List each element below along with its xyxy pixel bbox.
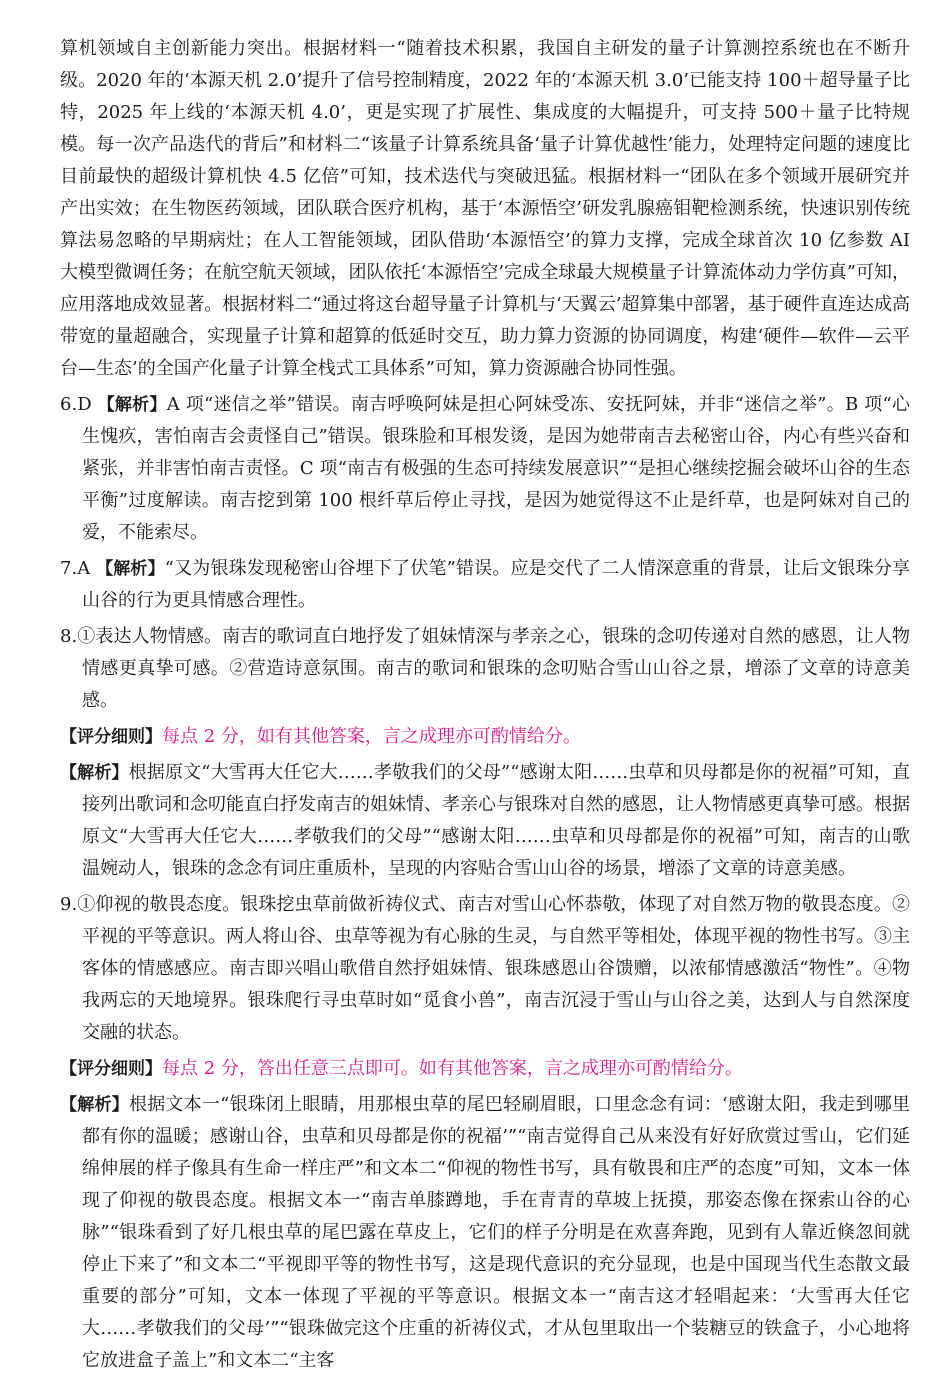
analysis-tag: 【解析】: [96, 559, 165, 579]
item-answer-text: ①表达人物情感。南吉的歌词直白地抒发了姐妹情深与孝亲之心，银珠的念叨传递对自然的感恩，让人物情感更真挚可感。②营造诗意氛围。南吉的歌词和银珠的念叨贴合雪山山谷之景，增添了文章的诗意美感。: [77, 626, 910, 711]
analysis-tag: 【解析】: [97, 395, 167, 415]
item-number: 7.: [60, 558, 78, 579]
answer-item-8: [60, 621, 910, 717]
item-answer: D: [77, 394, 92, 415]
item-analysis-text: “又为银珠发现秘密山谷埋下了伏笔”错误。应是交代了二人情深意重的背景，让后文银珠分享山谷的行为更具情感合理性。: [82, 558, 910, 611]
answer-item-7: [60, 553, 910, 617]
analysis-text: 根据原文“大雪再大任它大……孝敬我们的父母”“感谢太阳……虫草和贝母都是你的祝福”可知，直接列出歌词和念叨能直白抒发南吉的姐妹情、孝亲心与银珠对自然的感恩，让人物情感更真挚可感。根据原文“大雪再大任它大……孝敬我们的父母”“感谢太阳……虫草和贝母都是你的祝福”可知，南吉的山歌温婉动人，银珠的念念有词庄重质朴，呈现的内容贴合雪山山谷的场景，增添了文章的诗意美感。: [82, 762, 910, 879]
item-answer-text: ①仰视的敬畏态度。银珠挖虫草前做祈祷仪式、南吉对雪山心怀恭敬，体现了对自然万物的敬畏态度。②平视的平等意识。两人将山谷、虫草等视为有心脉的生灵，与自然平等相处，体现平视的物性书写。③主客体的情感感应。南吉即兴唱山歌借自然抒姐妹情、银珠感恩山谷馈赠，以浓郁情感激活“物性”。④物我两忘的天地境界。银珠爬行寻虫草时如“觅食小兽”，南吉沉浸于雪山与山谷之美，达到人与自然深度交融的状态。: [77, 894, 910, 1043]
item-number: 8.: [60, 626, 78, 647]
scoring-text: 每点 2 分，答出任意三点即可。如有其他答案，言之成理亦可酌情给分。: [162, 1058, 743, 1079]
analysis-tag: 【解析】: [60, 1095, 129, 1115]
analysis-9: [60, 1089, 910, 1377]
item-answer: A: [77, 558, 91, 579]
scoring-rules-8: [60, 721, 910, 753]
answer-content: [60, 33, 910, 1377]
item-analysis-text: A 项“迷信之举”错误。南吉呼唤阿妹是担心阿妹受冻、安抚阿妹，并非“迷信之举”。B 项“心生愧疚，害怕南吉会责怪自己”错误。银珠脸和耳根发烫，是因为她带南吉去秘密山谷，内心有些兴奋和紧张，并非害怕南吉责怪。C 项“南吉有极强的生态可持续发展意识”“是担心继续挖掘会破坏山谷的生态平衡”过度解读。南吉挖到第 100 根纤草后停止寻找，是因为她觉得这不止是纤草，也是阿妹对自己的爱，不能索尽。: [82, 394, 910, 543]
scoring-tag: 【评分细则】: [60, 727, 162, 747]
item-number: 6.: [60, 394, 78, 415]
answer-item-9: [60, 889, 910, 1049]
analysis-8: [60, 757, 910, 885]
item-number: 9.: [60, 894, 78, 915]
answer-item-6: [60, 389, 910, 549]
scoring-rules-9: [60, 1053, 910, 1085]
analysis-text: 根据文本一“银珠闭上眼睛，用那根虫草的尾巴轻刷眉眼，口里念念有词：‘感谢太阳，我走到哪里都有你的温暖；感谢山谷，虫草和贝母都是你的祝福’”“南吉觉得自己从来没有好好欣赏过雪山，它们延绵伸展的样子像具有生命一样庄严”和文本二“仰视的物性书写，具有敬畏和庄严的态度”可知，文本一体现了仰视的敬畏态度。根据文本一“南吉单膝蹲地，手在青青的草坡上抚摸，那姿态像在探索山谷的心脉”“银珠看到了好几根虫草的尾巴露在草皮上，它们的样子分明是在欢喜奔跑，见到有人靠近倏忽间就停止下来了”和文本二“平视即平等的物性书写，这是现代意识的充分显现，也是中国现当代生态散文最重要的部分”可知，文本一体现了平视的平等意识。根据文本一“南吉这才轻唱起来：‘大雪再大任它大……孝敬我们的父母’”“银珠做完这个庄重的祈祷仪式，才从包里取出一个装糖豆的铁盒子，小心地将它放进盒子盖上”和文本二“主客: [82, 1094, 911, 1371]
scoring-text: 每点 2 分，如有其他答案，言之成理亦可酌情给分。: [162, 726, 581, 747]
scoring-tag: 【评分细则】: [60, 1059, 162, 1079]
intro-paragraph: 算机领域自主创新能力突出。根据材料一“随着技术积累，我国自主研发的量子计算测控系统也在不断升级。2020 年的‘本源天机 2.0’提升了信号控制精度，2022 年的‘本源天机 3.0’已能支持 100＋超导量子比特，2025 年上线的‘本源天机 4.0’，更是实现了扩展性、集成度的大幅提升，可支持 500＋量子比特规模。每一次产品迭代的背后”和材料二“该量子计算系统具备‘量子计算优越性’能力，处理特定问题的速度比目前最快的超级计算机快 4.5 亿倍”可知，技术迭代与突破迅猛。根据材料一“团队在多个领域开展研究并产出实效；在生物医药领域，团队联合医疗机构，基于‘本源悟空’研发乳腺癌钼靶检测系统，快速识别传统算法易忽略的早期病灶；在人工智能领域，团队借助‘本源悟空’的算力支撑，完成全球首次 10 亿参数 AI 大模型微调任务；在航空航天领域，团队依托‘本源悟空’完成全球最大规模量子计算流体动力学仿真”可知，应用落地成效显著。根据材料二“通过将这台超导量子计算机与‘天翼云’超算集中部署，基于硬件直连达成高带宽的量超融合，实现量子计算和超算的低延时交互，助力算力资源的协同调度，构建‘硬件—软件—云平台—生态’的全国产化量子计算全栈式工具体系”可知，算力资源融合协同性强。: [60, 38, 910, 379]
analysis-tag: 【解析】: [60, 763, 129, 783]
